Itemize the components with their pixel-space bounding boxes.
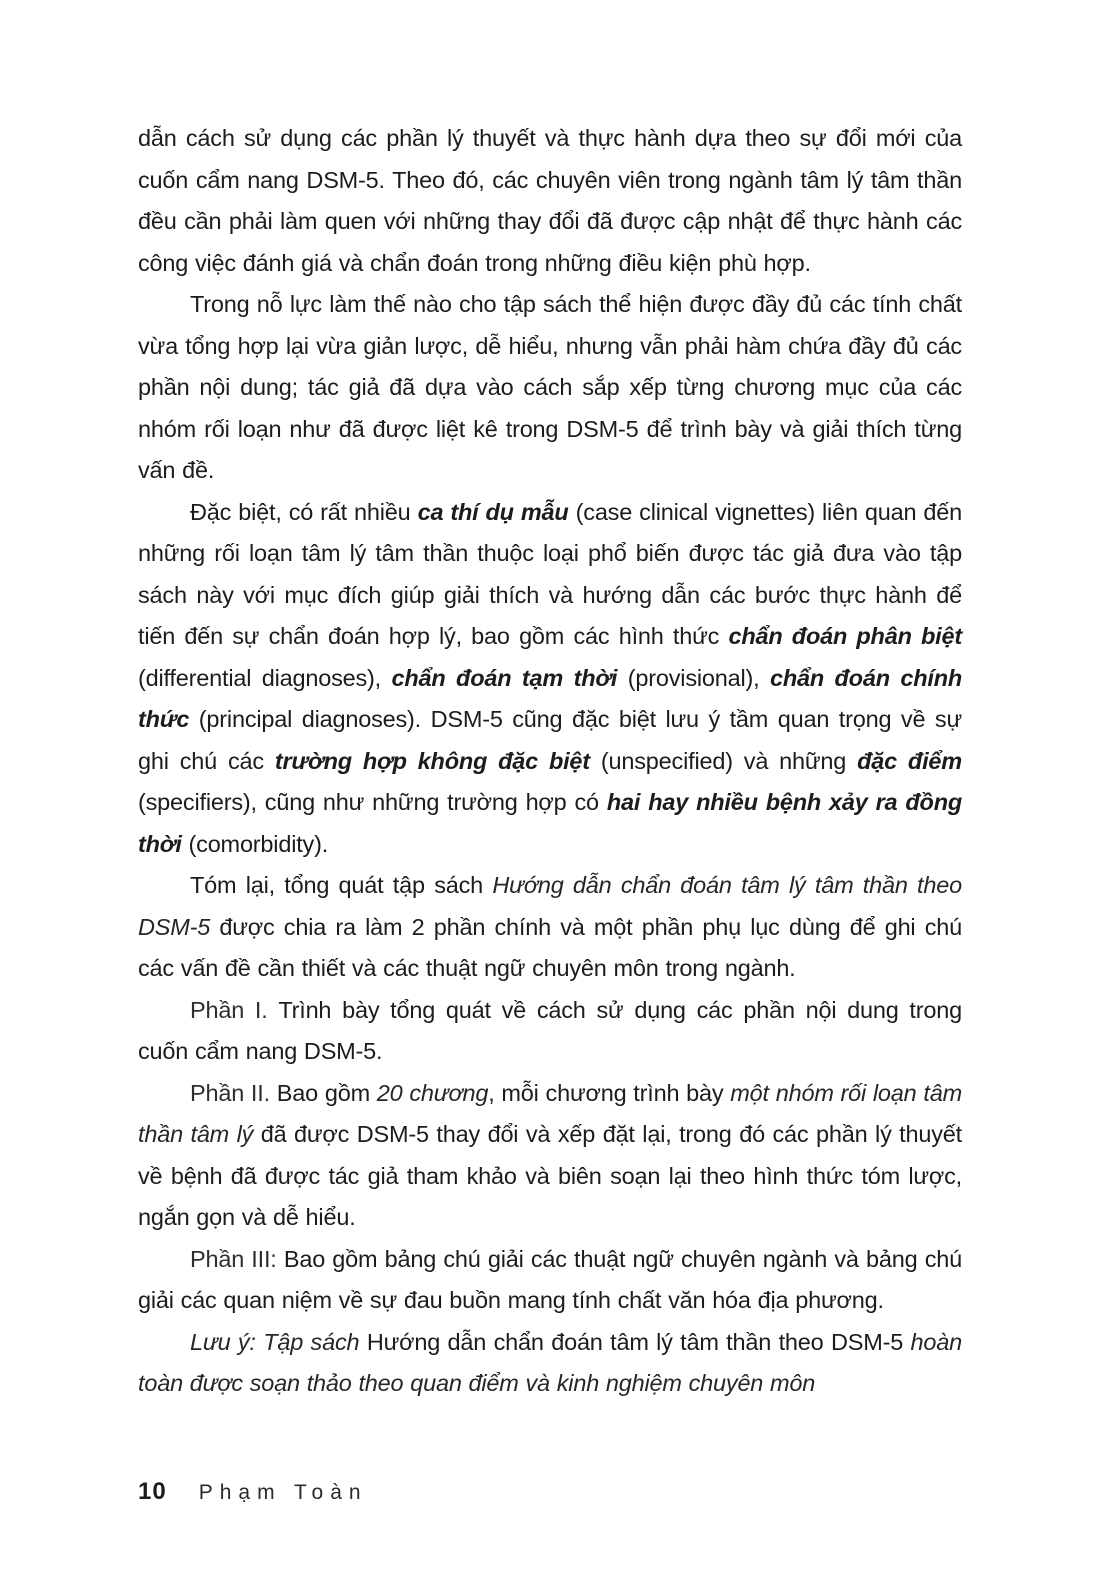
page-number: 10: [138, 1478, 167, 1505]
text-run: Trình bày tổng quát về cách sử dụng các phần nội dung trong cuốn cẩm nang DSM-5.: [138, 996, 962, 1064]
text-run: (specifiers), cũng như những trường hợp có: [138, 789, 607, 815]
paragraph: [138, 1322, 962, 1405]
text-run: Đặc biệt, có rất nhiều: [190, 498, 418, 525]
text-run: trường hợp không đặc biệt: [274, 747, 590, 774]
text-run: Bao gồm: [276, 1079, 377, 1106]
text-run: Trong nỗ lực làm thế nào cho tập sách thể hiện được đầy đủ các tính chất vừa tổng hợp lại vừa giản lược, dễ hiểu, nhưng vẫn phải hàm chứa đầy đủ các phần nội dung; tác giả đã dựa vào cách sắp xếp từng chương mục của các nhóm rối loạn như đã được liệt kê trong DSM-5 để trình bày và giải thích từng vấn đề.: [138, 291, 962, 483]
paragraph: [138, 990, 962, 1073]
text-run: (principal diagnoses). DSM-5 cũng đặc biệt lưu ý tầm quan trọng về sự ghi chú các: [138, 706, 962, 774]
text-run: dẫn cách sử dụng các phần lý thuyết và thực hành dựa theo sự đổi mới của cuốn cẩm nang DSM-5. Theo đó, các chuyên viên trong ngành tâm lý tâm thần đều cần phải làm quen với những thay đổi đã được cập nhật để thực hành các công việc đánh giá và chẩn đoán trong những điều kiện phù hợp.: [138, 125, 962, 276]
paragraph: [138, 1073, 962, 1239]
text-run: ca thí dụ mẫu: [417, 498, 569, 525]
paragraph: [138, 118, 962, 284]
text-run: 20 chương: [376, 1079, 489, 1106]
text-run: Phần III:: [190, 1245, 284, 1272]
page-footer: [138, 1478, 368, 1506]
text-run: (differential diagnoses),: [138, 664, 392, 691]
text-run: , mỗi chương trình bày: [488, 1079, 731, 1106]
text-run: một nhóm rối loạn tâm thần tâm lý: [138, 1079, 962, 1147]
running-footer-author: Phạm Toàn: [198, 1481, 368, 1504]
text-run: Hướng dẫn chẩn đoán tâm lý tâm thần theo DSM-5: [138, 872, 962, 940]
text-run: Tóm lại, tổng quát tập sách: [190, 872, 493, 898]
paragraph: [138, 865, 962, 990]
text-run: (unspecified) và những: [589, 747, 858, 774]
paragraph: [138, 492, 962, 866]
text-run: (comorbidity).: [181, 830, 329, 857]
text-run: hai hay nhiều bệnh xảy ra đồng thời: [138, 789, 963, 857]
text-run: chẩn đoán phân biệt: [728, 623, 962, 649]
text-run: (case clinical vignettes) liên quan đến những rối loạn tâm lý tâm thần thuộc loại phổ biến được tác giả đưa vào tập sách này với mục đích giúp giải thích và hướng dẫn các bước thực hành để tiến đến sự chẩn đoán hợp lý, bao gồm các hình thức: [138, 498, 962, 649]
text-run: Hướng dẫn chẩn đoán tâm lý tâm thần theo DSM-5: [366, 1328, 904, 1355]
text-run: đã được DSM-5 thay đổi và xếp đặt lại, trong đó các phần lý thuyết về bệnh đã được tác giả tham khảo và biên soạn lại theo hình thức tóm lược, ngắn gọn và dễ hiểu.: [138, 1121, 962, 1230]
text-run: Phần II.: [190, 1079, 277, 1106]
text-run: Lưu ý: Tập sách: [190, 1328, 367, 1355]
text-run: hoàn toàn được soạn thảo theo quan điểm và kinh nghiệm chuyên môn: [138, 1328, 963, 1396]
paragraph: [138, 284, 962, 492]
page-body: [138, 118, 962, 1405]
paragraph: [138, 1239, 962, 1322]
text-run: Bao gồm bảng chú giải các thuật ngữ chuyên ngành và bảng chú giải các quan niệm về sự đau buồn mang tính chất văn hóa địa phương.: [138, 1245, 962, 1313]
text-run: đặc điểm: [857, 747, 962, 774]
text-run: được chia ra làm 2 phần chính và một phần phụ lục dùng để ghi chú các vấn đề cần thiết và các thuật ngữ chuyên môn trong ngành.: [138, 913, 962, 981]
text-run: chẩn đoán tạm thời: [391, 664, 618, 691]
text-run: chẩn đoán chính thức: [138, 664, 962, 732]
text-run: Phần I.: [190, 996, 279, 1023]
text-run: (provisional),: [617, 664, 770, 691]
